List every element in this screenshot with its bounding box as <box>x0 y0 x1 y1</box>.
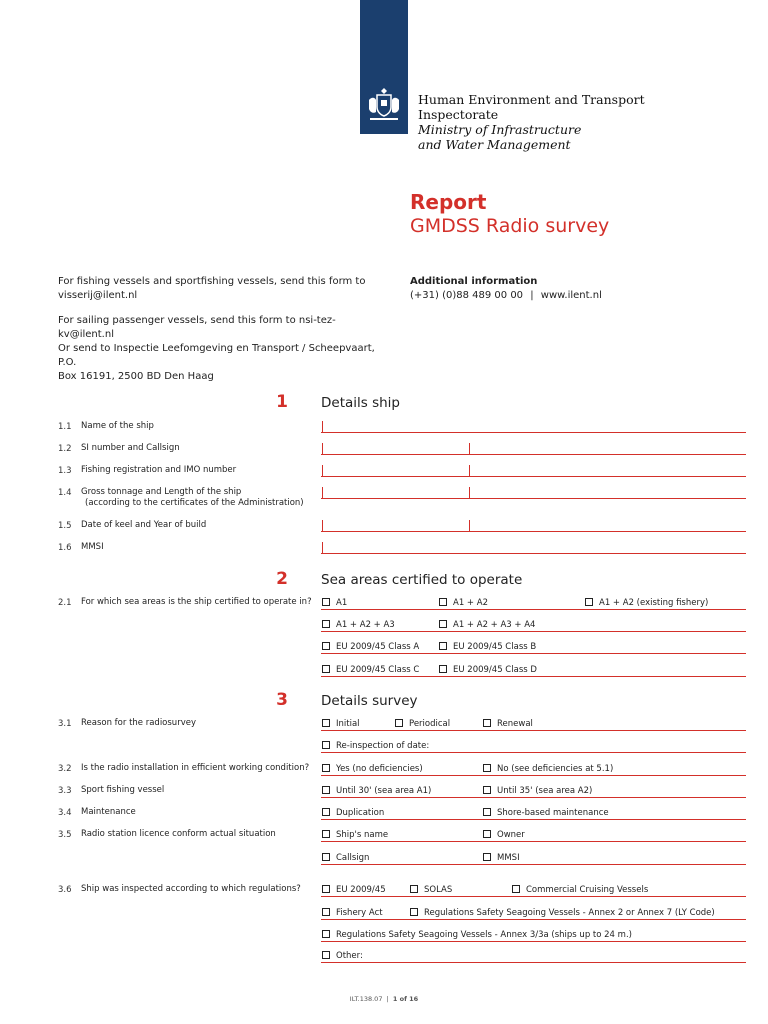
intro-p1-line1: For fishing vessels and sportfishing vessels, send this form to <box>58 276 366 287</box>
separator: | <box>530 290 534 301</box>
q3-6-number: 3.6 <box>58 885 72 895</box>
checkbox[interactable] <box>410 908 418 916</box>
option-a1[interactable] <box>322 598 347 608</box>
org-line-1: Human Environment and Transport <box>418 92 645 107</box>
section-1-title: Details ship <box>321 395 401 411</box>
checkbox[interactable] <box>483 786 491 794</box>
checkbox[interactable] <box>322 665 330 673</box>
option-solas[interactable] <box>410 885 452 895</box>
q1-3-number: 1.3 <box>58 466 72 476</box>
checkbox[interactable] <box>322 853 330 861</box>
option-label: Shore-based maintenance <box>497 808 609 818</box>
option-label: A1 + A2 (existing fishery) <box>599 598 709 608</box>
checkbox[interactable] <box>322 719 330 727</box>
option-other[interactable] <box>322 951 363 961</box>
keel-build-field[interactable] <box>321 531 746 532</box>
option-regs-annex-2[interactable] <box>410 908 715 918</box>
option-eu-class-b[interactable] <box>439 642 536 652</box>
q1-4-label <box>81 487 304 509</box>
option-label: A1 + A2 + A3 <box>336 620 395 630</box>
field-tick <box>469 443 470 454</box>
q3-1-number: 3.1 <box>58 719 72 729</box>
option-label: Re-inspection of date: <box>336 741 430 751</box>
section-2-number: 2 <box>276 569 288 589</box>
reinspection-date-field[interactable] <box>321 752 746 753</box>
option-label: Periodical <box>409 719 451 729</box>
option-a1-a2[interactable] <box>439 598 488 608</box>
intro-p2-line3: Box 16191, 2500 BD Den Haag <box>58 371 214 382</box>
option-label: Initial <box>336 719 360 729</box>
option-no[interactable] <box>483 764 613 774</box>
checkbox[interactable] <box>439 642 447 650</box>
intro-p2-line2: Or send to Inspectie Leefomgeving en Transport / Scheepvaart, P.O. <box>58 343 375 368</box>
section-3-number: 3 <box>276 690 288 710</box>
checkbox[interactable] <box>483 764 491 772</box>
checkbox[interactable] <box>483 830 491 838</box>
option-owner[interactable] <box>483 830 525 840</box>
checkbox[interactable] <box>439 620 447 628</box>
q3-2-number: 3.2 <box>58 764 72 774</box>
row-line <box>321 919 746 920</box>
row-line <box>321 653 746 654</box>
option-eu-class-c[interactable] <box>322 665 419 675</box>
option-ships-name[interactable] <box>322 830 388 840</box>
option-label: Ship's name <box>336 830 389 840</box>
option-label: Renewal <box>497 719 533 729</box>
checkbox[interactable] <box>483 719 491 727</box>
checkbox[interactable] <box>322 908 330 916</box>
q1-5-label: Date of keel and Year of build <box>81 520 207 530</box>
checkbox[interactable] <box>483 853 491 861</box>
row-line <box>321 730 746 731</box>
option-a1-a2-existing-fishery[interactable] <box>585 598 708 608</box>
option-periodical[interactable] <box>395 719 450 729</box>
organisation-name <box>418 92 645 152</box>
field-tick <box>322 487 323 498</box>
field-tick <box>469 520 470 531</box>
checkbox[interactable] <box>322 808 330 816</box>
ship-name-field[interactable] <box>321 432 746 433</box>
document-title <box>410 190 609 238</box>
row-line <box>321 631 746 632</box>
option-label: Regulations Safety Seagoing Vessels - Annex 2 or Annex 7 (LY Code) <box>424 908 715 918</box>
fishing-imo-field[interactable] <box>321 476 746 477</box>
q3-5-number: 3.5 <box>58 830 72 840</box>
checkbox[interactable] <box>322 598 330 606</box>
option-renewal[interactable] <box>483 719 533 729</box>
option-label: Until 30' (sea area A1) <box>336 786 432 796</box>
other-field[interactable] <box>321 962 746 963</box>
intro-text <box>58 275 388 384</box>
q3-2-label: Is the radio installation in efficient working condition? <box>81 763 310 773</box>
intro-p2-line1: For sailing passenger vessels, send this form to nsi-tez-kv@ilent.nl <box>58 315 336 340</box>
coat-of-arms-icon <box>364 82 404 126</box>
option-label: EU 2009/45 Class B <box>453 642 537 652</box>
checkbox[interactable] <box>585 598 593 606</box>
row-line <box>321 797 746 798</box>
checkbox[interactable] <box>322 930 330 938</box>
q3-4-label: Maintenance <box>81 807 136 817</box>
row-line <box>321 864 746 865</box>
option-label: EU 2009/45 Class D <box>453 665 537 675</box>
option-callsign[interactable] <box>322 853 369 863</box>
checkbox[interactable] <box>322 786 330 794</box>
q1-6-label: MMSI <box>81 542 104 552</box>
option-yes[interactable] <box>322 764 423 774</box>
option-fishery-act[interactable] <box>322 908 383 918</box>
option-label: Other: <box>336 951 363 961</box>
option-a1-a2-a3[interactable] <box>322 620 395 630</box>
q1-6-number: 1.6 <box>58 543 72 553</box>
title-subtitle: GMDSS Radio survey <box>410 215 610 237</box>
field-tick <box>322 542 323 553</box>
mmsi-field[interactable] <box>321 553 746 554</box>
option-initial[interactable] <box>322 719 360 729</box>
checkbox[interactable] <box>322 951 330 959</box>
option-label: No (see deficiencies at 5.1) <box>497 764 614 774</box>
q1-2-label: SI number and Callsign <box>81 443 180 453</box>
page-number: 1 of 16 <box>392 995 419 1003</box>
option-eu-2009-45[interactable] <box>322 885 386 895</box>
row-line <box>321 775 746 776</box>
checkbox[interactable] <box>322 764 330 772</box>
q1-4-label-line2: (according to the certificates of the Administration) <box>85 498 304 508</box>
checkbox[interactable] <box>322 642 330 650</box>
checkbox[interactable] <box>483 808 491 816</box>
checkbox[interactable] <box>439 598 447 606</box>
option-label: Callsign <box>336 853 370 863</box>
checkbox[interactable] <box>512 885 520 893</box>
q1-1-label: Name of the ship <box>81 421 154 431</box>
row-line <box>321 676 746 677</box>
option-eu-class-a[interactable] <box>322 642 419 652</box>
section-1-number: 1 <box>276 392 288 412</box>
checkbox[interactable] <box>439 665 447 673</box>
option-label: A1 + A2 <box>453 598 488 608</box>
option-label: Commercial Cruising Vessels <box>526 885 649 895</box>
field-tick <box>469 465 470 476</box>
option-label: Yes (no deficiencies) <box>336 764 423 774</box>
ministry-line-1: Ministry of Infrastructure <box>418 122 582 137</box>
option-commercial-cruising[interactable] <box>512 885 648 895</box>
q1-2-number: 1.2 <box>58 444 72 454</box>
q3-6-label: Ship was inspected according to which regulations? <box>81 884 301 894</box>
field-tick <box>322 465 323 476</box>
si-callsign-field[interactable] <box>321 454 746 455</box>
row-line <box>321 896 746 897</box>
q3-4-number: 3.4 <box>58 808 72 818</box>
option-until-30[interactable] <box>322 786 431 796</box>
q1-4-number: 1.4 <box>58 488 72 498</box>
option-label: A1 <box>336 598 348 608</box>
intro-p1-line2: visserij@ilent.nl <box>58 290 138 301</box>
ministry-line-2: and Water Management <box>418 137 571 152</box>
option-mmsi[interactable] <box>483 853 520 863</box>
checkbox[interactable] <box>322 830 330 838</box>
separator: | <box>386 995 389 1003</box>
checkbox[interactable] <box>322 741 330 749</box>
field-tick <box>322 443 323 454</box>
row-line <box>321 819 746 820</box>
option-label: Regulations Safety Seagoing Vessels - Annex 3/3a (ships up to 24 m.) <box>336 930 632 940</box>
field-tick <box>322 421 323 432</box>
q3-3-label: Sport fishing vessel <box>81 785 165 795</box>
checkbox[interactable] <box>395 719 403 727</box>
checkbox[interactable] <box>410 885 418 893</box>
q1-1-number: 1.1 <box>58 422 72 432</box>
option-duplication[interactable] <box>322 808 384 818</box>
q3-3-number: 3.3 <box>58 786 72 796</box>
q3-5-label: Radio station licence conform actual situation <box>81 829 276 839</box>
option-eu-class-d[interactable] <box>439 665 537 675</box>
row-line <box>321 941 746 942</box>
row-line <box>321 609 746 610</box>
title-report: Report <box>410 190 487 214</box>
option-label: Fishery Act <box>336 908 383 918</box>
option-label: Duplication <box>336 808 385 818</box>
option-label: Owner <box>497 830 525 840</box>
option-label: EU 2009/45 <box>336 885 386 895</box>
section-3-title: Details survey <box>321 693 418 709</box>
option-label: SOLAS <box>424 885 453 895</box>
option-label: MMSI <box>497 853 520 863</box>
option-regs-annex-3[interactable] <box>322 930 632 940</box>
q2-1-number: 2.1 <box>58 598 72 608</box>
q1-3-label: Fishing registration and IMO number <box>81 465 237 475</box>
option-label: EU 2009/45 Class C <box>336 665 420 675</box>
checkbox[interactable] <box>322 620 330 628</box>
additional-heading: Additional information <box>410 276 538 287</box>
q1-5-number: 1.5 <box>58 521 72 531</box>
option-until-35[interactable] <box>483 786 592 796</box>
section-2-title: Sea areas certified to operate <box>321 572 523 588</box>
additional-info <box>410 275 602 303</box>
field-tick <box>469 487 470 498</box>
form-code: ILT.138.07 <box>349 995 383 1003</box>
phone-number: (+31) (0)88 489 00 00 <box>410 290 524 301</box>
logo-bar <box>360 0 408 134</box>
q3-1-label: Reason for the radiosurvey <box>81 718 196 728</box>
page-footer <box>0 995 768 1003</box>
q2-1-label: For which sea areas is the ship certified to operate in? <box>81 597 312 607</box>
org-line-2: Inspectorate <box>418 107 499 122</box>
row-line <box>321 841 746 842</box>
option-shore-based[interactable] <box>483 808 609 818</box>
option-reinspection[interactable] <box>322 741 429 751</box>
option-label: A1 + A2 + A3 + A4 <box>453 620 536 630</box>
option-label: EU 2009/45 Class A <box>336 642 420 652</box>
option-label: Until 35' (sea area A2) <box>497 786 593 796</box>
tonnage-length-field[interactable] <box>321 498 746 499</box>
q1-4-label-line1: Gross tonnage and Length of the ship <box>81 487 242 497</box>
option-a1-a2-a3-a4[interactable] <box>439 620 535 630</box>
checkbox[interactable] <box>322 885 330 893</box>
website-link[interactable]: www.ilent.nl <box>540 290 602 301</box>
field-tick <box>322 520 323 531</box>
